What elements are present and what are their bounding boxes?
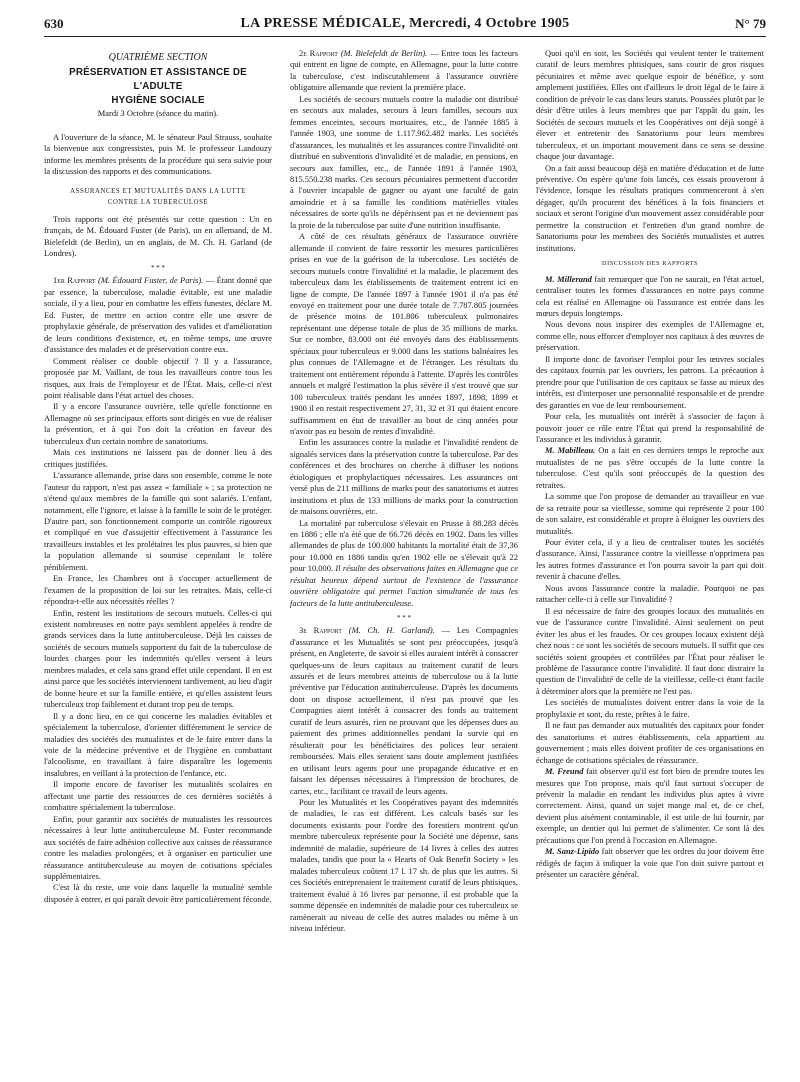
- rapport-2-p1: 2e Rapport (M. Bielefeldt de Berlin). — Entre tous les facteurs qui entrent en ligne de compte, en Allemagne, pour la lutte contre la tuberculose, c'est indiscutablement à l'assurance ouvrière obligatoire allemande que revient la première place.: [290, 48, 518, 93]
- separator-stars: * * *: [151, 264, 165, 273]
- rapport-3-p3: Quoi qu'il en soit, les Sociétés qui veulent tenter le traitement curatif de leurs membres phtisiques, sans courir de gros risques pécuniaires et même avec quelque espoir de bénéfice, y sont amplement justifiées. Elles ont d'ailleurs le droit légal de le faire à condition de prévoir le cas dans leurs statuts. Poussées plutôt par le désir d'être utiles à leurs membres que par l'appât du gain, les Sociétés de secours mutuels et les Coopératives ont déjà songé à élever et entretenir des Sanatoriums pour leurs membres tuberculeux, et un important mouvement dans ce sens se dessine chaque jour davantage.: [536, 48, 764, 162]
- rapport-1-p5: L'assurance allemande, prise dans son ensemble, comme le note l'auteur du rapport, n'est pas assez « familiale » ; sa protection ne s'étend qu'aux membres de la famille qui sont salariés. L'enfant, notamment, elle l'ignore, et laisse à la famille le soin de le protéger. D'autre part, son fonctionnement comporte un contrôle rigoureux et compliqué en vue d'assujettir effectivement à l'assurance les travailleurs instables et les prolétaires les plus pauvres, si bien que la population allemande si soumise cependant le tolère péniblement.: [44, 470, 272, 572]
- discussion-sanz-lipido: M. Sanz-Lipido fait observer que les ordres du jour doivent être rédigés de façon à indiquer la voie que l'on doit suivre partout et présenter un caractère général.: [536, 846, 764, 880]
- rapport-1-p2: Comment réaliser ce double objectif ? Il y a l'assurance, proposée par M. Vaillant, de tous les travailleurs contre tous les risques, aux frais de l'employeur et de l'État. Mais, celle-ci n'est point réalisable dans l'état actuel des choses.: [44, 355, 272, 400]
- rapport-2-p3: A côté de ces résultats généraux de l'assurance ouvrière allemande il convient de faire ressortir les mesures particulières prises en vue de la guérison de la tuberculose. Les sociétés de secours mutuels contre l'invalidité et la maladie, le placement des tuberculeux dans les établissements de traitement entrent ici en ligne de compte. De l'année 1897 à l'année 1901 il n'a pas été envoyé en traitement pour une durée totale de 7.787.805 journées de présence moins de 101.806 tuberculeux pulmonaires représentant une dépense totale de plus de 35 millions de marks. Sur ce nombre, 83.000 ont été envoyés dans des établissements spéciaux pour tuberculeux et 9.000 dans les stations balnéaires les plus connues de l'Allemagne et de l'étranger. Les résultats du traitement ont entièrement répondu à l'attente. D'après les contrôles annuels et malgré l'estimation la plus sévère il s'est trouvé que sur 100 tuberculeux traités pendant les années 1897, 1898, 1899 et 1900 il en restait respectivement 27, 31, 32 et 31 qui étaient encore suffisamment en état de travailler au bout de cinq années pour n'avoir pas eu besoin de rentes d'invalidité.: [290, 231, 518, 436]
- rapport-1-p8: Il y a donc lieu, en ce qui concerne les maladies évitables et spécialement la tuberculose, d'orienter différemment le service de maladies des sociétés des mutualistes et de le faire entrer dans la voie de la médecine préventive et de l'hygiène en combattant l'alcoolisme, en travaillant à faire disparaître les logements insalubres, en veillant à la protection de l'enfance, etc.: [44, 710, 272, 778]
- discussion-mabilleau-p2: La somme que l'on propose de demander au travailleur en vue de sa retraite pour sa vieillesse, somme qui représente 2 pour 100 de son salaire, est considérable et propre à éloigner les ouvriers des mutualités.: [536, 491, 764, 536]
- discussion-mabilleau: M. Mabilleau. On a fait en ces derniers temps le reproche aux mutualistes de ne pas s'être occupés de la lutte contre la tuberculose. C'est qu'ils sont préoccupés de la question des retraites.: [536, 445, 764, 490]
- rapport-1-p4: Mais ces institutions ne laissent pas de donner lieu à des critiques justifiées.: [44, 447, 272, 469]
- discussion-mabilleau-p7: Il ne faut pas demander aux mutualités des capitaux pour fonder des sanatoriums et autres établissements, cela appartient au gouvernement ; mais elles doivent profiter de ces organisations en échange de cotisations spéciales de réassurance.: [536, 720, 764, 765]
- rapport-3-p2: Pour les Mutualités et les Coopératives payant des indemnités de maladies, le cas est différent. Les calculs basés sur les documents existants pour l'ordre des forestiers montrent qu'un membre tuberculeux représente pour la Société une dépense, sans indemnité de maladie, supérieure de 14 livres à celles des autres malades, tandis que pour la « Hearts of Oak Benefit Society » les malades tuberculeux coûtent 17 l. 17 sh. de plus que les autres. Si ces Sociétés entreprenaient le traitement curatif de leurs phtisiques, traitement évalué à 16 livres par personne, il est probable que la somme dépensée en indemnités de maladie pour ces tuberculeux se ramènerait au niveau de celle des autres malades ou même à un niveau inférieur.: [290, 797, 518, 933]
- discussion-mabilleau-p4: Nous avons l'assurance contre la maladie. Pourquoi ne pas rattacher celle-ci à celle sur l'invalidité ?: [536, 582, 764, 605]
- rapport-2-p5: La mortalité par tuberculose s'élevait en Prusse à 88.283 décès en 1886 ; elle n'a été que de 66.726 décès en 1902. Dans les villes allemandes de plus de 100.000 habitants la mortalité était de 37,36 pour 10.000 en 1886 tandis qu'en 1902 elle ne s'élevait qu'à 22 pour 10.000. Il résulte des observations faites en Allemagne que ce résultat heureux dépend surtout de l'existence de l'assurance ouvrière obligatoire qui permet l'action simultanée de tous les facteurs de la lutte antituberculeuse.: [290, 517, 518, 608]
- rapport-1-p7: Enfin, restent les institutions de secours mutuels. Celles-ci qui existent nombreuses en notre pays semblent appelées à rendre de grands services dans la lutte antituberculeuse. Déjà les caisses de sociétés de secours mutuels supportent du fait de la tuberculose de lourdes charges pour les indemnités qu'elles versent à leurs membres malades, et cela sans grand effet utile cependant. Il en est ainsi parce que les sociétés interviennent tardivement, au lieu d'agir de bonne heure et sur la famille entière, et qu'elles assistent leurs tuberculeux trop faiblement et durant trop peu de temps.: [44, 607, 272, 710]
- discussion-millerand-p2: Nous devons nous inspirer des exemples de l'Allemagne et, comme elle, nous efforcer d'employer nos capitaux à des œuvres de préservation.: [536, 319, 764, 353]
- rapport-3-p1: 3e Rapport (M. Ch. H. Garland). — Les Compagnies d'assurance et les Mutualités se sont peu préoccupées, jusqu'à présent, en Angleterre, de savoir si elles auraient intérêt à consacrer quelques-uns de leurs capitaux au traitement curatif de leurs assurés et de leurs membres atteints de tuberculose ou à la lutte préventive par l'éducation antituberculeuse. D'après les documents dont on dispose actuellement, il n'est pas prouvé que les Compagnies aient intérêt à consacrer des fonds au traitement curatif de leurs assurés, rien ne prouvant que les dépenses dues au paiement des primes additionnelles pendant la survie qui en résulterait pour les bénéficiaires des polices leur seraient remboursées. Mais elles seraient sans doute amplement justifiées en utilisant leurs agents pour une propagande éducative et en faisant les dépenses nécessaires à l'impression de brochures, de cartes, etc., facilitant ce travail de leurs agents.: [290, 625, 518, 796]
- rapports-intro: Trois rapports ont été présentés sur cette question : Un en français, de M. Édouard Fuster (de Paris), un en allemand, de M. Bielefeldt (de Berlin), un en anglais, de M. Ch. H. Garland (de Londres).: [44, 213, 272, 258]
- column-3: [536, 48, 764, 1078]
- rapport-1-p6: En France, les Chambres ont à s'occuper actuellement de l'examen de la proposition de loi sur les retraites. Mais, celle-ci répondra-t-elle aux nécessités réelles ?: [44, 573, 272, 607]
- rapport-1-p10: Enfin, pour garantir aux sociétés de mutualistes les ressources nécessaires à leur lutte antituberculeuse M. Fuster recommande aux sociétés de faire adhésion collective aux caisses de réassurance contre les maladies prolongées, et à organiser en particulier une réassurance antituberculeuse au moyen de cotisations spéciales supplémentaires.: [44, 813, 272, 881]
- rapport-1-p11: C'est là du reste, une voie dans laquelle la mutualité semble disposée à entrer, et qui paraît devoir être particulièrement féconde.: [44, 882, 272, 904]
- discussion-mabilleau-p6: Les sociétés de mutualistes doivent entrer dans la voie de la prophylaxie et sont, du reste, prêtes à le faire.: [536, 697, 764, 719]
- rapport-1-p1: 1er Rapport (M. Édouard Fuster, de Paris). — Étant donné que par essence, la tuberculose, maladie évitable, est une maladie sociale, il y a lieu, pour en combattre les effets funestes, déclare M. Ed. Fuster, de mettre en action contre elle une œuvre de prophylaxie générale, de préservation des valides et d'amélioration de leurs conditions d'existence, et, en même temps, une œuvre d'assistance des malades et de préservation contre eux.: [44, 275, 272, 355]
- page-number: 630: [44, 16, 64, 31]
- section-title: QUATRIÈME SECTION: [108, 52, 208, 63]
- discussion-millerand: M. Millerand fait remarquer que l'on ne saurait, en l'état actuel, centraliser toutes les formes d'assurances en notre pays comme cela est réalisé en Allemagne où l'assurance est entrée dans les mœurs depuis longtemps.: [536, 273, 764, 318]
- subheading-assurances: ASSURANCES ET MUTUALITÉS DANS LA LUTTE CONTRE LA TUBERCULOSE: [70, 187, 246, 207]
- rapport-1-p9: Il importe encore de favoriser les mutualités scolaires en affectant une partie des ressources de ces dernières sociétés à combattre spécialement la tuberculose.: [44, 779, 272, 813]
- discussion-mabilleau-p5: Il est nécessaire de faire des groupes locaux des mutualités en vue de l'assurance contre l'invalidité. Ainsi seulement on peut éviter les abus et les fraudes. Or ces groupes locaux existent déjà chez nous : ce sont les sociétés de secours mutuels. Il suffit que ces sociétés soient groupées et contrôlées par l'État pour réaliser le problème de l'assurance contre l'invalidité. Il faut donc distraire la question de l'invalidité de celle de la vieillesse, celle-ci étant facile à déterminer alors que la première ne l'est pas.: [536, 605, 764, 696]
- journal-title: LA PRESSE MÉDICALE, Mercredi, 4 Octobre 1905: [240, 16, 570, 31]
- subheading-discussion: DISCUSSION DES RAPPORTS: [602, 260, 698, 268]
- rapport-2-p4: Enfin les assurances contre la maladie et l'invalidité rendent de signalés services dans la préservation contre la tuberculose. Par des conférences et des brochures on cherche à diffuser les notions étiologiques et prophylactiques nécessaires. Les assurances ont versé plus de 211 millions de marks pour des sanatoriums et autres institutions et plus de 133 millions de marks pour la construction de maisons ouvrières, etc.: [290, 437, 518, 517]
- issue-number: N° 79: [735, 16, 766, 31]
- article-title: PRÉSERVATION ET ASSISTANCE DE L'ADULTE HYGIÈNE SOCIALE: [69, 67, 247, 107]
- separator-stars-2: * * *: [397, 614, 411, 623]
- column-1: [44, 48, 272, 1078]
- discussion-mabilleau-p3: Pour éviter cela, il y a lieu de centraliser toutes les sociétés d'assurance. Ainsi, l'assurance contre la vieillesse n'opprimera pas les autres formes d'assurance et l'on pourra savoir la part qui doit revenir à chacune d'elles.: [536, 537, 764, 582]
- column-2: [290, 48, 518, 1078]
- discussion-freund: M. Freund fait observer qu'il est fort bien de prendre toutes les mesures que l'on propose, mais qu'il faut surtout s'occuper de prévenir la maladie en rendant les individus plus aptes à vivre correctement. Ainsi, quand un sujet mange mal et, de ce chef, devient plus aisément contaminable, il est utile de lui fournir, par exemple, un dentier qui lui permet de s'alimenter. Ce sont là des précautions que l'on prend à l'occasion en Allemagne.: [536, 766, 764, 845]
- discussion-millerand-p3: Il importe donc de favoriser l'emploi pour les œuvres sociales des capitaux fournis par les ouvriers, les patrons. La précaution à prendre pour que l'utilisation de ces capitaux se fasse au mieux des intérêts, est d'interposer une personnalité responsable et de prendre des garanties en vue de leur remboursement.: [536, 353, 764, 410]
- discussion-millerand-p4: Pour cela, les mutualités ont intérêt à s'associer de façon à pouvoir jouer ce rôle entre l'État qui prend la responsabilité de l'assurance et les individus à garantir.: [536, 411, 764, 444]
- rapport-3-p4: On a fait aussi beaucoup déjà en matière d'éducation et de lutte préventive. On espère qu'une fois lancés, ces essais prouveront à l'évidence, lorsque les résultats pratiques commenceront à s'en dégager, qu'ils procurent des bénéfices à la fois financiers et sociaux et seront l'origine d'un mouvement assez considérable pour permettre la construction et l'entretien d'un grand nombre de Sanatoriums pour les membres des Sociétés mutualistes et autres institutions.: [536, 162, 764, 253]
- rapport-1-p3: Il y a encore l'assurance ouvrière, telle qu'elle fonctionne en Allemagne où ses principaux efforts sont dirigés en vue de réaliser la prévention, et à qui l'on doit la création en faveur des tuberculeux d'un certain nombre de sanatoriums.: [44, 401, 272, 446]
- intro-paragraph: A l'ouverture de la séance, M. le sénateur Paul Strauss, souhaite la bienvenue aux congressistes, puis M. le professeur Landouzy informe les membres présents de la procédure qui sera suivie pour la discussion des rapports et des communications.: [44, 131, 272, 177]
- session-date: Mardi 3 Octobre (séance du matin).: [97, 108, 219, 119]
- rapport-2-p2: Les sociétés de secours mutuels contre la maladie ont distribué en secours aux malades, secours à leurs familles, secours aux femmes enceintes, secours mortuaires, etc., de l'année 1885 à l'année 1903, une somme de 1.117.962.482 marks. Les sociétés d'assurances, les mutualités et les assurances contre l'invalidité ont distribué en subventions d'invalidité et de maladie, en pensions, en secours aux familles, etc., de l'année 1891 à l'année 1903, 815.550.238 marks. Ces secours pécuniaires permettent d'accorder à l'ouvrier incapable de gagner ou ayant une faculté de gain amoindrie et à sa famille les conditions matérielles vitales nécessaires de sorte qu'ils ne dépérissent pas et ne deviennent pas la proie de la tuberculose par suite d'une nutrition insuffisante.: [290, 93, 518, 230]
- page-header: [44, 14, 766, 37]
